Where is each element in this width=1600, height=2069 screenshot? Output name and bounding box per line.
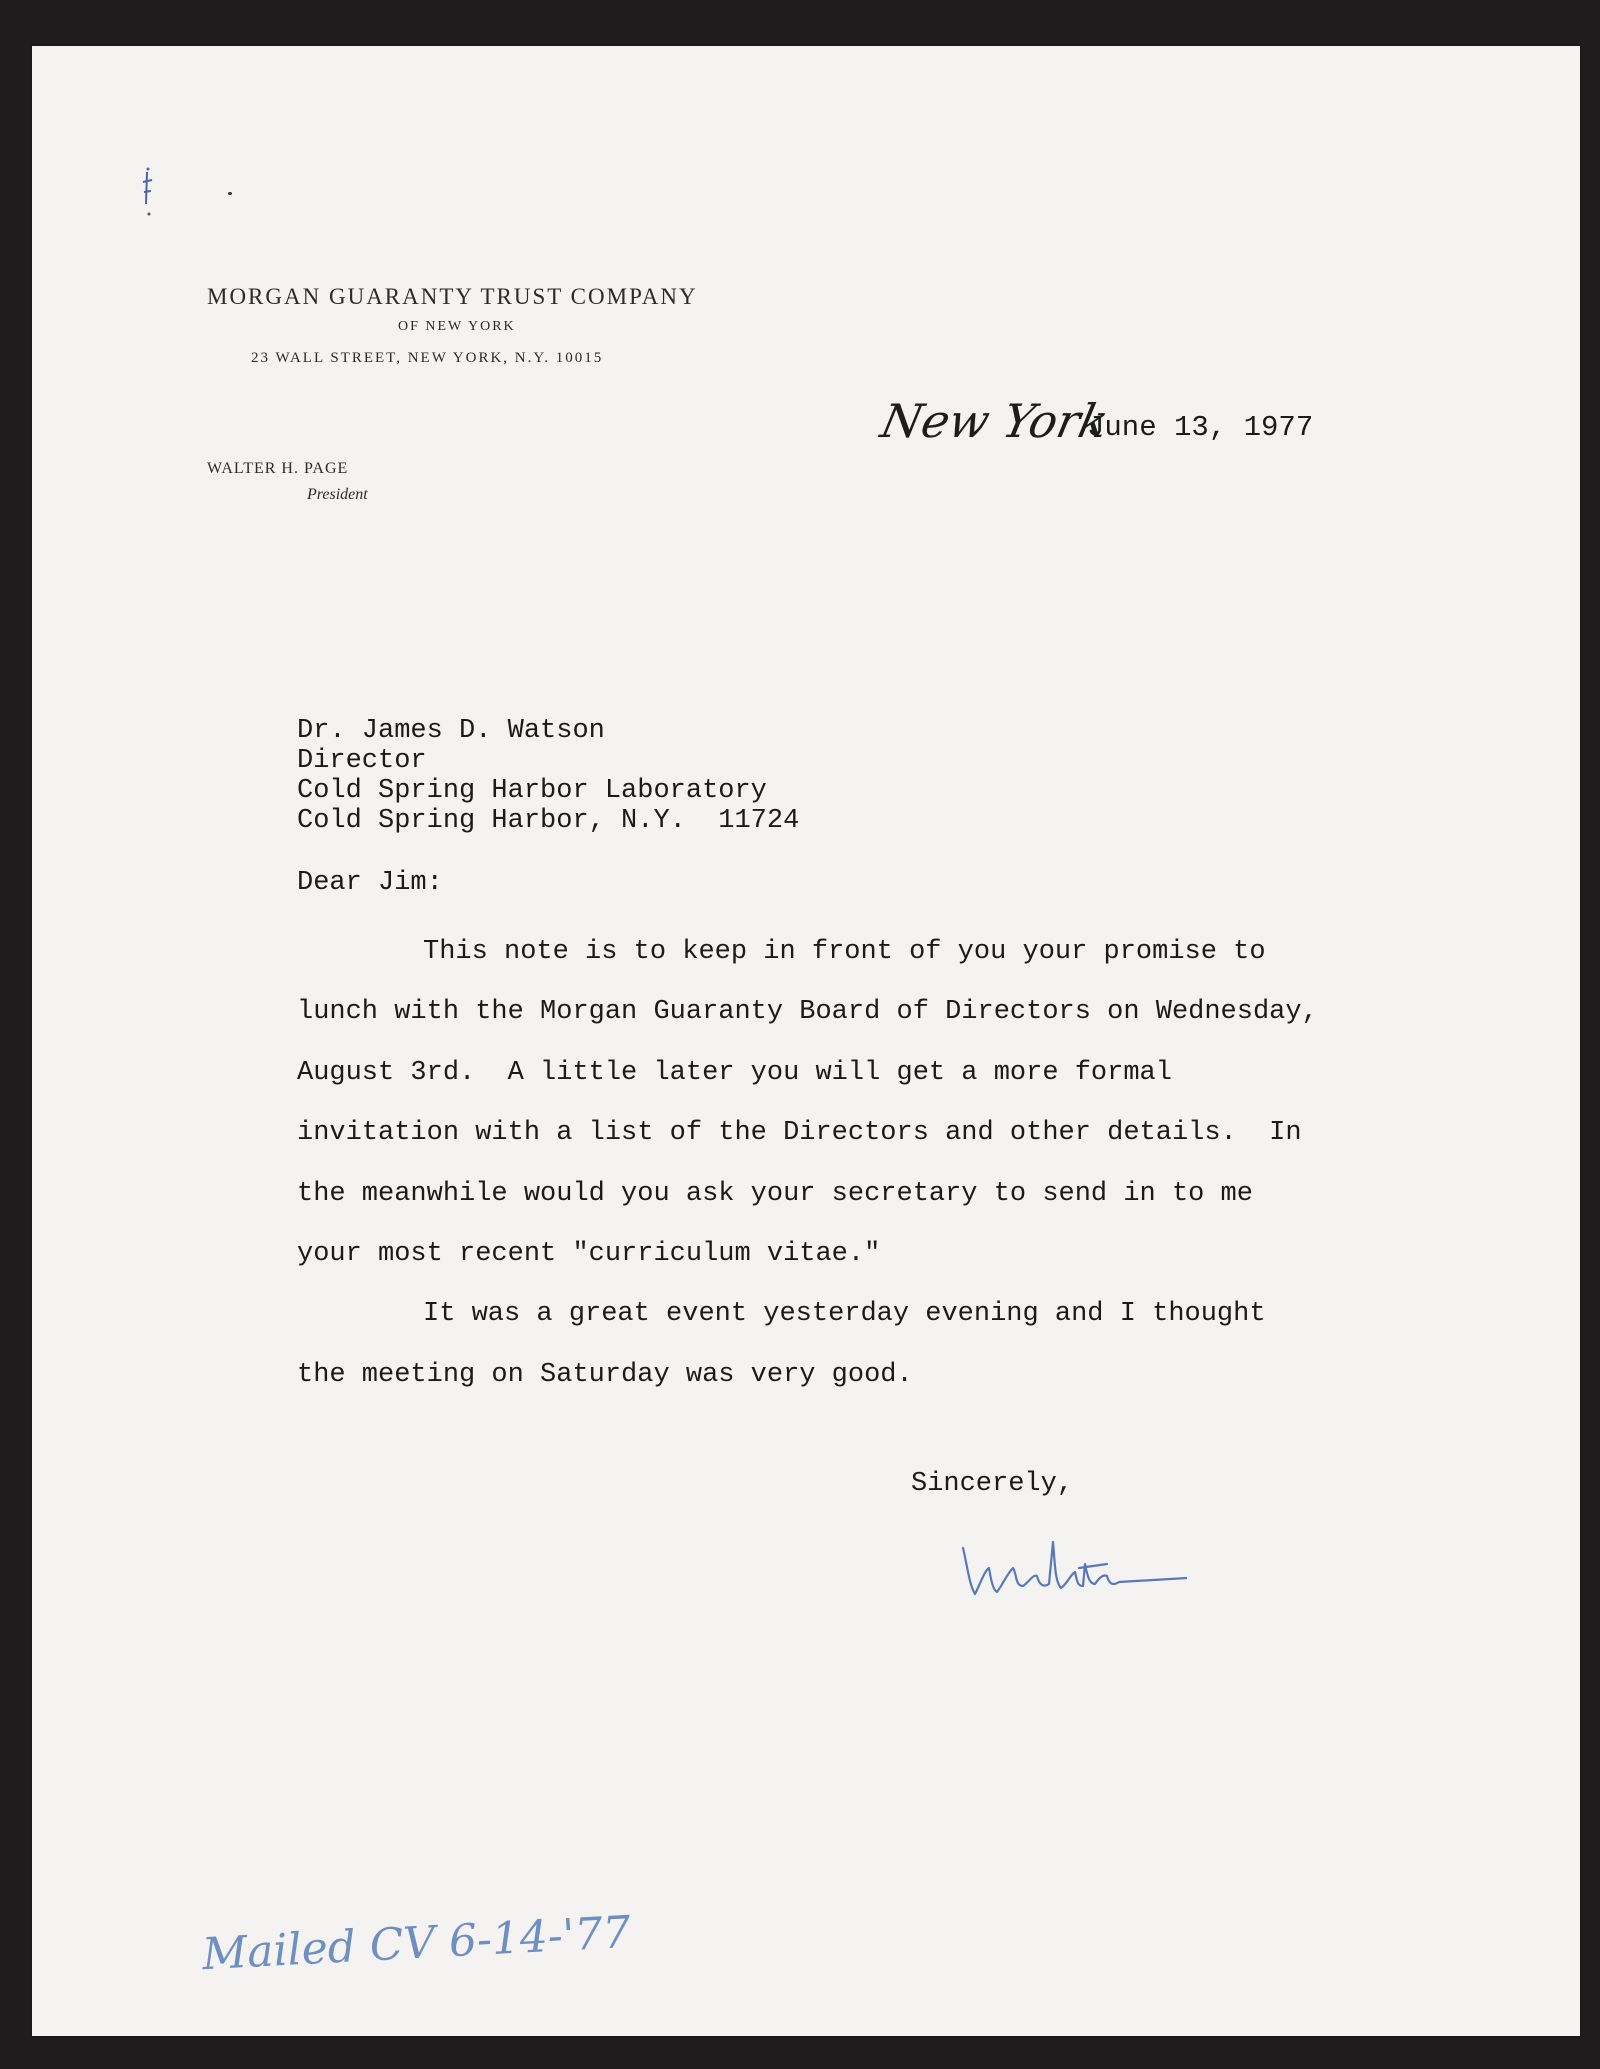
handwritten-note: Mailed CV 6-14-'77 — [200, 1906, 632, 1981]
letterhead-company: MORGAN GUARANTY TRUST COMPANY — [207, 284, 698, 309]
letterhead-address: 23 WALL STREET, NEW YORK, N.Y. 10015 — [251, 350, 604, 366]
closing: Sincerely, — [911, 1469, 1074, 1499]
sender-title: President — [307, 486, 368, 503]
body-paragraph: This note is to keep in front of you your promise to lunch with the Morgan Guaranty Board of Directors on Wednesday, August 3rd. A little later you will get a more formal invitation with a list of the Directors and other details. In the meanwhile would you ask your secretary to send in to me your most recent "curriculum vitae." — [297, 937, 1334, 1270]
letter-page — [32, 46, 1580, 2036]
signature — [957, 1534, 1187, 1604]
recipient-address — [297, 716, 799, 836]
place-script: New York — [876, 394, 1114, 448]
recipient-line: Cold Spring Harbor Laboratory — [297, 776, 767, 806]
recipient-line: Dr. James D. Watson — [297, 716, 605, 746]
letterhead-company-sub: OF NEW YORK — [398, 319, 516, 334]
sender-name: WALTER H. PAGE — [207, 460, 349, 477]
letter-date: June 13, 1977 — [1087, 411, 1314, 444]
handwritten-mark-icon — [140, 166, 156, 218]
letter-body — [297, 922, 1334, 1405]
salutation: Dear Jim: — [297, 868, 443, 898]
recipient-line: Cold Spring Harbor, N.Y. 11724 — [297, 806, 800, 836]
ink-dot — [228, 192, 232, 195]
recipient-line: Director — [297, 746, 427, 776]
body-paragraph: It was a great event yesterday evening and I thought the meeting on Saturday was very good. — [297, 1299, 1266, 1390]
